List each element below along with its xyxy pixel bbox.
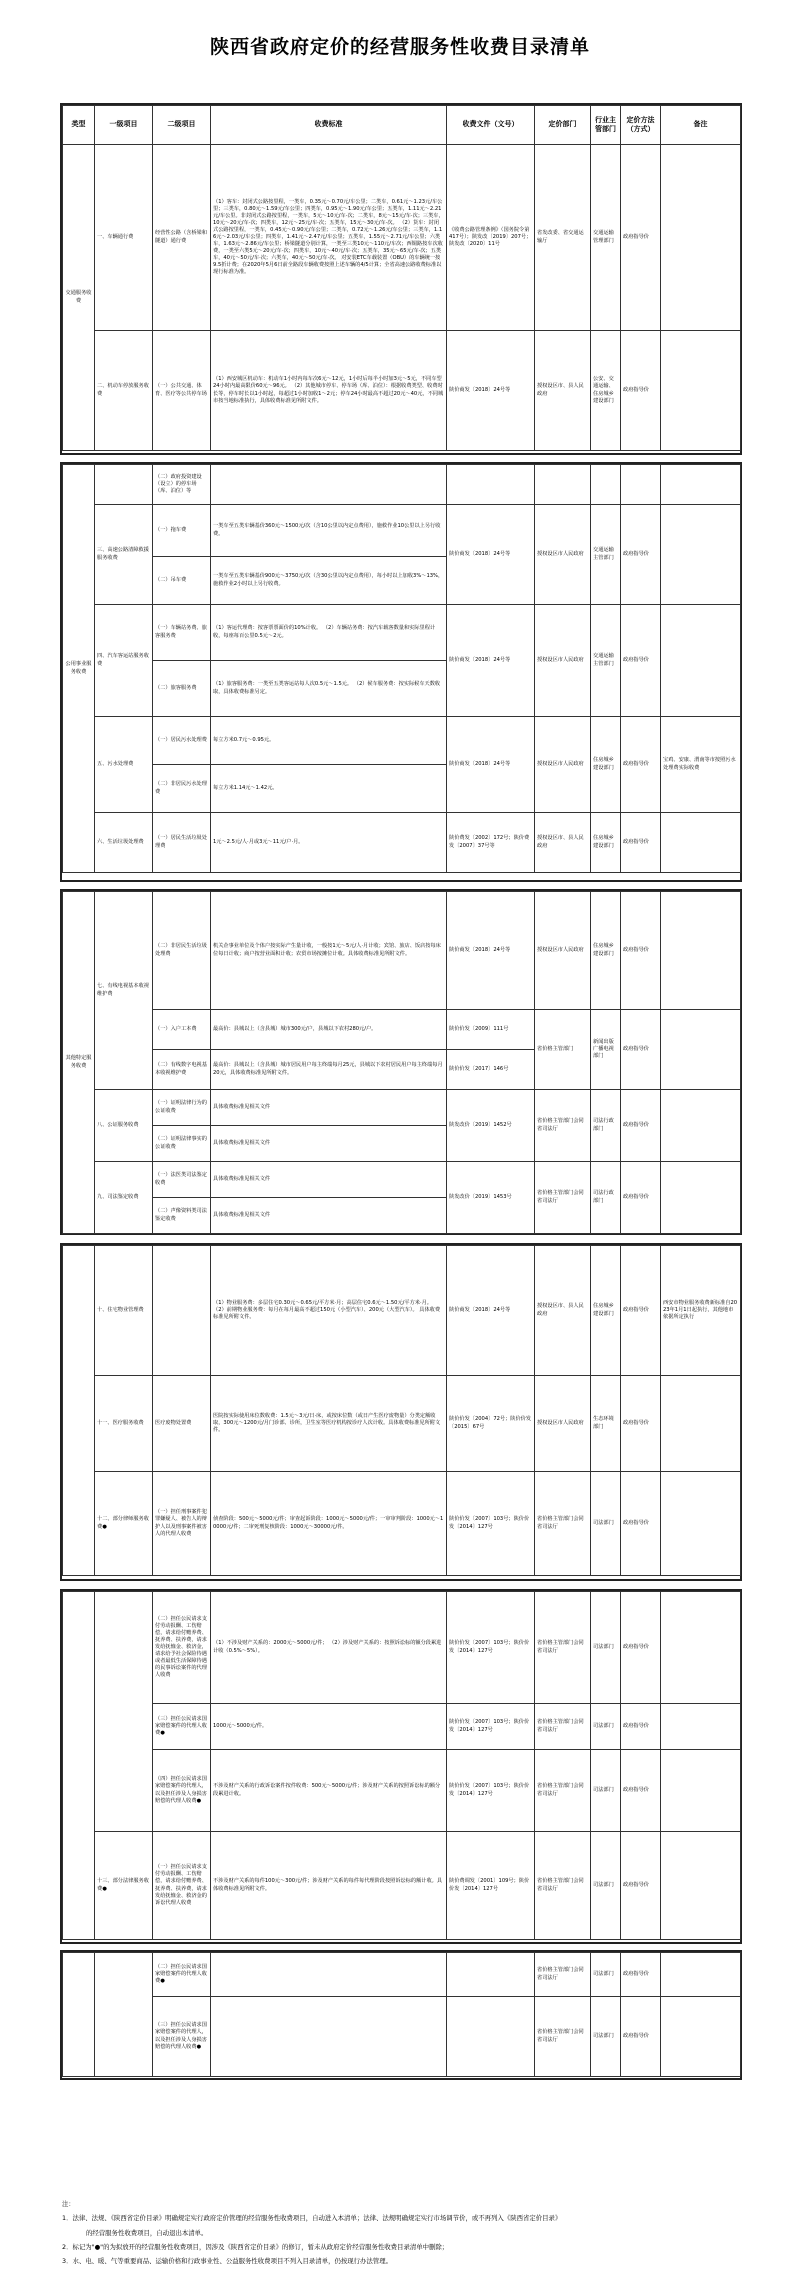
note-cell [661,1162,741,1234]
note-cell [661,331,741,451]
dept-cell: 省价格主管部门会同省司法厅 [535,1592,591,1704]
level1-cell [95,1592,153,1832]
dept-cell: 省价格主管部门会同省司法厅 [535,1162,591,1234]
industry-cell: 交通运输管理部门 [591,145,621,331]
method-cell: 政府指导价 [621,505,661,605]
standard-cell: 不涉及财产关系的每件100元～300元/件；涉及财产关系的每件每代理阶段按照诉讼标的额计收。具体收费标准见所附文件。 [211,1832,447,1940]
standard-cell: 机关企事业单位及个体户按实际产生量计收，一般按1元～5元/人·月计收；宾馆、旅店、饭店按每床位每日计收；商户按营业面积计收；农贸市场按摊位计收。具体收费标准见所附文件。 [211,892,447,1010]
document-cell: 陕价价发〔2017〕146号 [447,1050,535,1090]
standard-cell: 最高价：县城以上（含县城）城市居民用户每主终端每月25元，县城以下农村居民用户每主终端每月20元，具体收费标准见所附文件。 [211,1050,447,1090]
level1-cell: 九、司法鉴定收费 [95,1162,153,1234]
header-document: 收费文件（文号） [447,106,535,145]
method-cell: 政府指导价 [621,1090,661,1162]
category-cell [63,1246,95,1576]
level2-cell: （一）公共交通、体育、医疗等公共停车场 [153,331,211,451]
note-cell [661,145,741,331]
document-cell: 陕发改价〔2019〕1453号 [447,1162,535,1234]
note-cell [661,1472,741,1576]
fee-table-block-5 [62,1591,741,1940]
level2-cell: （二）吊车费 [153,557,211,605]
category-cell: 其他特定服务收费 [63,892,95,1234]
level1-cell: 三、高速公路清障救援服务收费 [95,505,153,605]
method-cell: 政府指导价 [621,1997,661,2077]
table-row [63,1376,741,1472]
method-cell: 政府指导价 [621,1953,661,1997]
method-cell: 政府指导价 [621,1162,661,1234]
industry-cell: 住房城乡建设部门 [591,717,621,813]
dept-cell: 授权设区市、县人民政府 [535,813,591,873]
header-level1: 一级项目 [95,106,153,145]
document-cell: 陕价商发〔2018〕24号等 [447,717,535,813]
dept-cell: 省价格主管部门会同省司法厅 [535,1997,591,2077]
industry-cell: 生态环境部门 [591,1376,621,1472]
document-cell [447,465,535,505]
document-cell: 陕价价发〔2007〕103号；陕价价发〔2014〕127号 [447,1750,535,1832]
fee-table-block-2 [62,464,741,873]
level2-cell: （一）居民生活垃圾处理费 [153,813,211,873]
level1-cell: 二、机动车停放服务收费 [95,331,153,451]
table-row [63,1162,741,1198]
fee-table-block-4 [62,1245,741,1576]
table-row [63,331,741,451]
level2-cell: （一）法医类司法鉴定收费 [153,1162,211,1198]
method-cell: 政府指导价 [621,1472,661,1576]
table-row [63,1010,741,1050]
table-header-row [63,106,741,145]
level2-cell: （一）担任公民请求支付劳动报酬、工伤赔偿，请求给付赡养费、抚养费、扶养费，请求发给抚恤金、救济金的诉讼代理人收费 [153,1832,211,1940]
table-row [63,505,741,557]
document-cell: 陕价价发〔2004〕72号；陕价价发〔2015〕67号 [447,1376,535,1472]
level1-cell: 六、生活垃圾处理费 [95,813,153,873]
dept-cell: 授权设区市、县人民政府 [535,331,591,451]
method-cell: 政府指导价 [621,1704,661,1750]
document-cell [447,1997,535,2077]
document-cell: 陕价商发〔2018〕24号等 [447,1246,535,1376]
fee-table-block-6 [62,1952,741,2077]
standard-cell [211,1997,447,2077]
industry-cell: 住房城乡建设部门 [591,813,621,873]
document-cell: 陕价商发〔2018〕24号等 [447,331,535,451]
document-cell: 《收费公路管理条例》（国务院令第417号）；陕发改〔2019〕207号；陕发改〔2020〕11号 [447,145,535,331]
method-cell: 政府指导价 [621,331,661,451]
note-cell [661,465,741,505]
header-standard: 收费标准 [211,106,447,145]
table-row [63,1472,741,1576]
standard-cell: 医院按实际使用床位数收费：1.5元～3元/日·床，或按床位数（或日产生医疗废物量）分类定额收取，300元～1200元/月门诊部、诊所，卫生室等医疗机构按诊疗人次计收。具体收费标准见所附文件。 [211,1376,447,1472]
industry-cell: 司法行政部门 [591,1162,621,1234]
note-cell [661,1010,741,1090]
level2-cell [153,1246,211,1376]
level1-cell: 八、公证服务收费 [95,1090,153,1162]
table-row [63,605,741,661]
industry-cell: 公安、交通运输、住房城乡建设部门 [591,331,621,451]
table-row [63,1592,741,1704]
dept-cell: 省价格主管部门会同省司法厅 [535,1953,591,1997]
level2-cell: （二）非居民污水处理费 [153,765,211,813]
document-cell: 陕价商发〔2018〕24号等 [447,605,535,717]
table-row [63,1090,741,1126]
standard-cell: 最高价：县城以上（含县城）城市300元/户，县城以下农村280元/户。 [211,1010,447,1050]
level1-cell: 一、车辆通行费 [95,145,153,331]
method-cell: 政府指导价 [621,145,661,331]
note-item-1-cont: 的经营服务性收费项目，自动退出本清单。 [86,2228,208,2237]
note-cell [661,1592,741,1704]
industry-cell: 司法行政部门 [591,1090,621,1162]
method-cell: 政府指导价 [621,1246,661,1376]
dept-cell: 省价格主管部门会同省司法厅 [535,1832,591,1940]
method-cell: 政府指导价 [621,1010,661,1090]
industry-cell: 司法部门 [591,1704,621,1750]
header-note: 备注 [661,106,741,145]
standard-cell: （1）旅客服务费：一类至五类客运站每人次0.5元～1.5元。 （2）候车服务费：按实际候车天数收取，具体收费标准另定。 [211,661,447,717]
table-row [63,1704,741,1750]
standard-cell: 一类车至五类车辆基价900元～3750元/次（含30公里以内定点费用），每小时以上加收3%～13%，施救作业2小时以上另行收费。 [211,557,447,605]
document-cell: 陕价价发〔2007〕103号；陕价价发〔2014〕127号 [447,1472,535,1576]
standard-cell: 具体收费标准见相关文件 [211,1162,447,1198]
industry-cell [591,465,621,505]
note-cell [661,1704,741,1750]
industry-cell: 司法部门 [591,1750,621,1832]
standard-cell: 1000元～5000元/件。 [211,1704,447,1750]
standard-cell: 具体收费标准见相关文件 [211,1198,447,1234]
level1-cell: 十二、部分律师服务收费● [95,1472,153,1576]
note-cell [661,1832,741,1940]
note-cell: 西安市物业服务收费新标准自2023年1月1日起执行，其他地市依据所定执行 [661,1246,741,1376]
standard-cell: 侦查阶段：500元～5000元/件；审查起诉阶段：1000元～5000元/件；一审审判阶段：1000元～10000元/件；二审死刑复核阶段：1000元～30000元/件。 [211,1472,447,1576]
dept-cell: 省价格主管部门 [535,1010,591,1090]
note-cell [661,1750,741,1832]
level2-cell: （四）担任公民请求国家赔偿案件的代理人，以及担任涉及人身损害赔偿的代理人收费● [153,1750,211,1832]
document-cell: 陕价商发〔2018〕24号等 [447,892,535,1010]
level1-cell: 十、住宅物业管理费 [95,1246,153,1376]
category-cell [63,1592,95,1940]
table-row [63,1832,741,1940]
dept-cell: 授权设区市人民政府 [535,1376,591,1472]
level1-cell: 五、污水处理费 [95,717,153,813]
category-cell: 公用事业服务收费 [63,465,95,873]
dept-cell: 授权设区市人民政府 [535,505,591,605]
level2-cell: （二）担任公民请求支付劳动报酬、工伤赔偿，请求给付赡养费、抚养费、扶养费，请求发给抚恤金、救济金，请求给予社会保险待遇或者最低生活保障待遇的民事诉讼案件的代理人收费 [153,1592,211,1704]
dept-cell: 省价格主管部门会同省司法厅 [535,1704,591,1750]
standard-cell: 不涉及财产关系的行政诉讼案件按件收费：500元～5000元/件；涉及财产关系的按照诉讼标的额分段累进计收。 [211,1750,447,1832]
note-cell [661,605,741,717]
industry-cell: 交通运输主管部门 [591,505,621,605]
note-item-3: 3．水、电、暖、气等重要商品、运输价格和行政事业性、公益服务性收费项目不列入目录清单，仍按现行办法管理。 [62,2257,392,2266]
dept-cell: 省发改委、省交通运输厅 [535,145,591,331]
method-cell: 政府指导价 [621,892,661,1010]
note-cell [661,1997,741,2077]
industry-cell: 司法部门 [591,1472,621,1576]
method-cell: 政府指导价 [621,605,661,717]
header-dept: 定价部门 [535,106,591,145]
standard-cell: （1）物业服务费：多层住宅0.30元～0.65元/平方米·月；高层住宅0.6元～1.50元/平方米·月。 （2）前期物业服务费：每月在每月最高不超过150元（小型汽车）、200元（大型汽车）。 具体收费标准见所附文件。 [211,1246,447,1376]
level2-cell: （一）拖车费 [153,505,211,557]
dept-cell: 授权设区市、县人民政府 [535,1246,591,1376]
method-cell: 政府指导价 [621,1750,661,1832]
level1-cell: 十三、部分法律服务收费● [95,1832,153,1940]
level2-cell: （三）担任公民请求国家赔偿案件的代理人，以及担任涉及人身损害赔偿的代理人收费● [153,1997,211,2077]
table-row [63,813,741,873]
industry-cell: 住房城乡建设部门 [591,892,621,1010]
document-cell: 陕价费调发〔2001〕109号；陕价价发〔2014〕127号 [447,1832,535,1940]
industry-cell: 司法部门 [591,1953,621,1997]
method-cell [621,465,661,505]
note-item-2: 2．标记为"●"的为拟放开的经营服务性收费项目，因涉及《陕西省定价目录》的修订，暂未从政府定价经营服务性收费目录清单中删除； [62,2242,449,2251]
fee-table-block-1 [62,105,741,451]
level1-cell: 七、有线电视基本收视维护费 [95,892,153,1090]
table-row [63,892,741,1010]
level2-cell: （三）担任公民请求国家赔偿案件的代理人收费● [153,1704,211,1750]
header-industry: 行业主管部门 [591,106,621,145]
table-row [63,465,741,505]
dept-cell: 省价格主管部门会同省司法厅 [535,1090,591,1162]
header-method: 定价方法（方式） [621,106,661,145]
standard-cell: 每立方米1.14元～1.42元。 [211,765,447,813]
standard-cell: 一类车至五类车辆基价360元～1500元/次（含10公里以内定点费用），施救作业10公里以上另行收费。 [211,505,447,557]
table-row [63,1997,741,2077]
level2-cell: （二）证明法律事实的公证收费 [153,1126,211,1162]
document-cell: 陕价费发〔2002〕172号；陕价费发〔2007〕37号等 [447,813,535,873]
standard-cell: （1）客车：封闭式公路按里程，一类车，0.35元～0.70元/车公里；二类车，0.61元～1.23元/车公里；三类车，0.80元～1.59元/车公里；四类车，0.95元～1.90元/车公里；五类车，1.11元～2.21元/车公里。非封闭式公路按里程，一类车，5元～10元/车·次；二类车，8元～15元/车·次；三类车，10元～20元/车·次；四类车，12元～25元/车·次；五类车，15元～30元/车·次。 （2）货车：封闭式公路按里程，一类车，0.45元～0.90元/车公里；二类车，0.72元～1.26元/车公里；三类车，1.16元～2.03元/车公里；四类车，1.41元～2.47元/车公里；五类车，1.55元～2.71元/车公里；六类车，1.63元～2.86元/车公里；桥梁隧道分别计算，一类至三类10元～110元/车次；西铜路按车次收费，一类至六类5元～20元/车·次；四类车，10元～40元/车·次；五类车，35元～65元/车·次；五类车，40元～50元/车·次；六类车，40元～50元/车·次。 对安装ETC车载装置（OBU）的车辆统一按9.5折计费；在2020年5月6日前全路段车辆收费按照上述车辆的4/5计算；全省高速公路收费标准以现行标准为准。 [211,145,447,331]
document-cell: 陕价价发〔2007〕103号；陕价价发〔2014〕127号 [447,1704,535,1750]
note-cell [661,1376,741,1472]
level2-cell: （二）担任公民请求国家赔偿案件的代理人收费● [153,1953,211,1997]
standard-cell [211,465,447,505]
level2-cell: 经营性公路（含桥梁和隧道）通行费 [153,145,211,331]
document-cell: 陕价价发〔2009〕111号 [447,1010,535,1050]
industry-cell: 司法部门 [591,1832,621,1940]
note-cell [661,892,741,1010]
standard-cell: 1元～2.5元/人·月或3元～11元/户·月。 [211,813,447,873]
note-cell [661,1953,741,1997]
category-cell [63,1953,95,2077]
table-row [63,1246,741,1376]
method-cell: 政府指导价 [621,717,661,813]
level2-cell: （二）旅客服务费 [153,661,211,717]
level2-cell: （二）政府投资建设（设立）的停车场（库、泊位）等 [153,465,211,505]
standard-cell: 具体收费标准见相关文件 [211,1126,447,1162]
header-level2: 二级项目 [153,106,211,145]
dept-cell: 省价格主管部门会同省司法厅 [535,1472,591,1576]
note-cell [661,505,741,605]
standard-cell: （1）西安城区机动车：机动车1小时内每车次6元～12元，1小时后每半小时加3元～5元，不同车型24小时内最高限价60元～96元。 （2）其他城市停车、停车场（库、泊位）：根据收费类型、收费时长等，停车时长以1小时起，每超过1小时加收1～2元；停车24小时最高不超过20元～40元，不同城市按当地标准执行，具体收费标准见所附文件。 [211,331,447,451]
level1-cell: 十一、医疗服务收费 [95,1376,153,1472]
table-row [63,1953,741,1997]
document-cell: 陕价价发〔2007〕103号；陕价价发〔2014〕127号 [447,1592,535,1704]
level1-cell [95,1953,153,2077]
dept-cell: 授权设区市人民政府 [535,892,591,1010]
table-row [63,1750,741,1832]
standard-cell: （1）不涉及财产关系的：2000元～5000元/件； （2）涉及财产关系的：按照诉讼标的额分段累进计收（0.5%～5%）。 [211,1592,447,1704]
header-type: 类型 [63,106,95,145]
document-cell [447,1953,535,1997]
note-cell [661,813,741,873]
standard-cell: 每立方米0.7元～0.95元。 [211,717,447,765]
document-cell: 陕价商发〔2018〕24号等 [447,505,535,605]
level1-cell [95,465,153,505]
note-item-1: 1．法律、法规、《陕西省定价目录》明确规定实行政府定价管理的经营服务性收费项目，自动进入本清单；法律、法规明确规定实行市场调节价，或不再列入《陕西省定价目录》 [62,2214,562,2223]
level2-cell: （一）担任刑事案件犯罪嫌疑人、被告人的辩护人以及刑事案件被害人的代理人收费 [153,1472,211,1576]
fee-table-block-3 [62,891,741,1234]
method-cell: 政府指导价 [621,813,661,873]
dept-cell: 省价格主管部门会同省司法厅 [535,1750,591,1832]
page-title: 陕西省政府定价的经营服务性收费目录清单 [209,36,590,58]
document-cell: 陕发改价〔2019〕1452号 [447,1090,535,1162]
standard-cell: （1）客运代理费：按客票票面价的10%计收。 （2）车辆站务费：按汽车载客数量和实际里程计收，每座每百公里0.5元～2元。 [211,605,447,661]
method-cell: 政府指导价 [621,1592,661,1704]
method-cell: 政府指导价 [621,1376,661,1472]
note-cell: 宝鸡、安康、渭南等市按照污水处理费实际收费 [661,717,741,813]
notes-heading: 注： [62,2200,75,2208]
level2-cell: （一）入户工本费 [153,1010,211,1050]
standard-cell: 具体收费标准见相关文件 [211,1090,447,1126]
dept-cell [535,465,591,505]
level2-cell: （二）有线数字电视基本收视维护费 [153,1050,211,1090]
level2-cell: 医疗废物处置费 [153,1376,211,1472]
standard-cell [211,1953,447,1997]
level2-cell: （一）证明法律行为的公证收费 [153,1090,211,1126]
industry-cell: 交通运输主管部门 [591,605,621,717]
table-row [63,145,741,331]
level2-cell: （一）居民污水处理费 [153,717,211,765]
level2-cell: （一）车辆站务费、旅客服务费 [153,605,211,661]
dept-cell: 授权设区市人民政府 [535,605,591,717]
industry-cell: 司法部门 [591,1997,621,2077]
note-cell [661,1090,741,1162]
industry-cell: 司法部门 [591,1592,621,1704]
notes-section [62,2200,742,2271]
level2-cell: （二）声像资料类司法鉴定收费 [153,1198,211,1234]
level1-cell: 四、汽车客运站服务收费 [95,605,153,717]
industry-cell: 住房城乡建设部门 [591,1246,621,1376]
category-cell: 交通服务收费 [63,145,95,451]
industry-cell: 新闻出版广播电视部门 [591,1010,621,1090]
method-cell: 政府指导价 [621,1832,661,1940]
dept-cell: 授权设区市人民政府 [535,717,591,813]
level2-cell: （二）非居民生活垃圾处理费 [153,892,211,1010]
table-row [63,717,741,765]
